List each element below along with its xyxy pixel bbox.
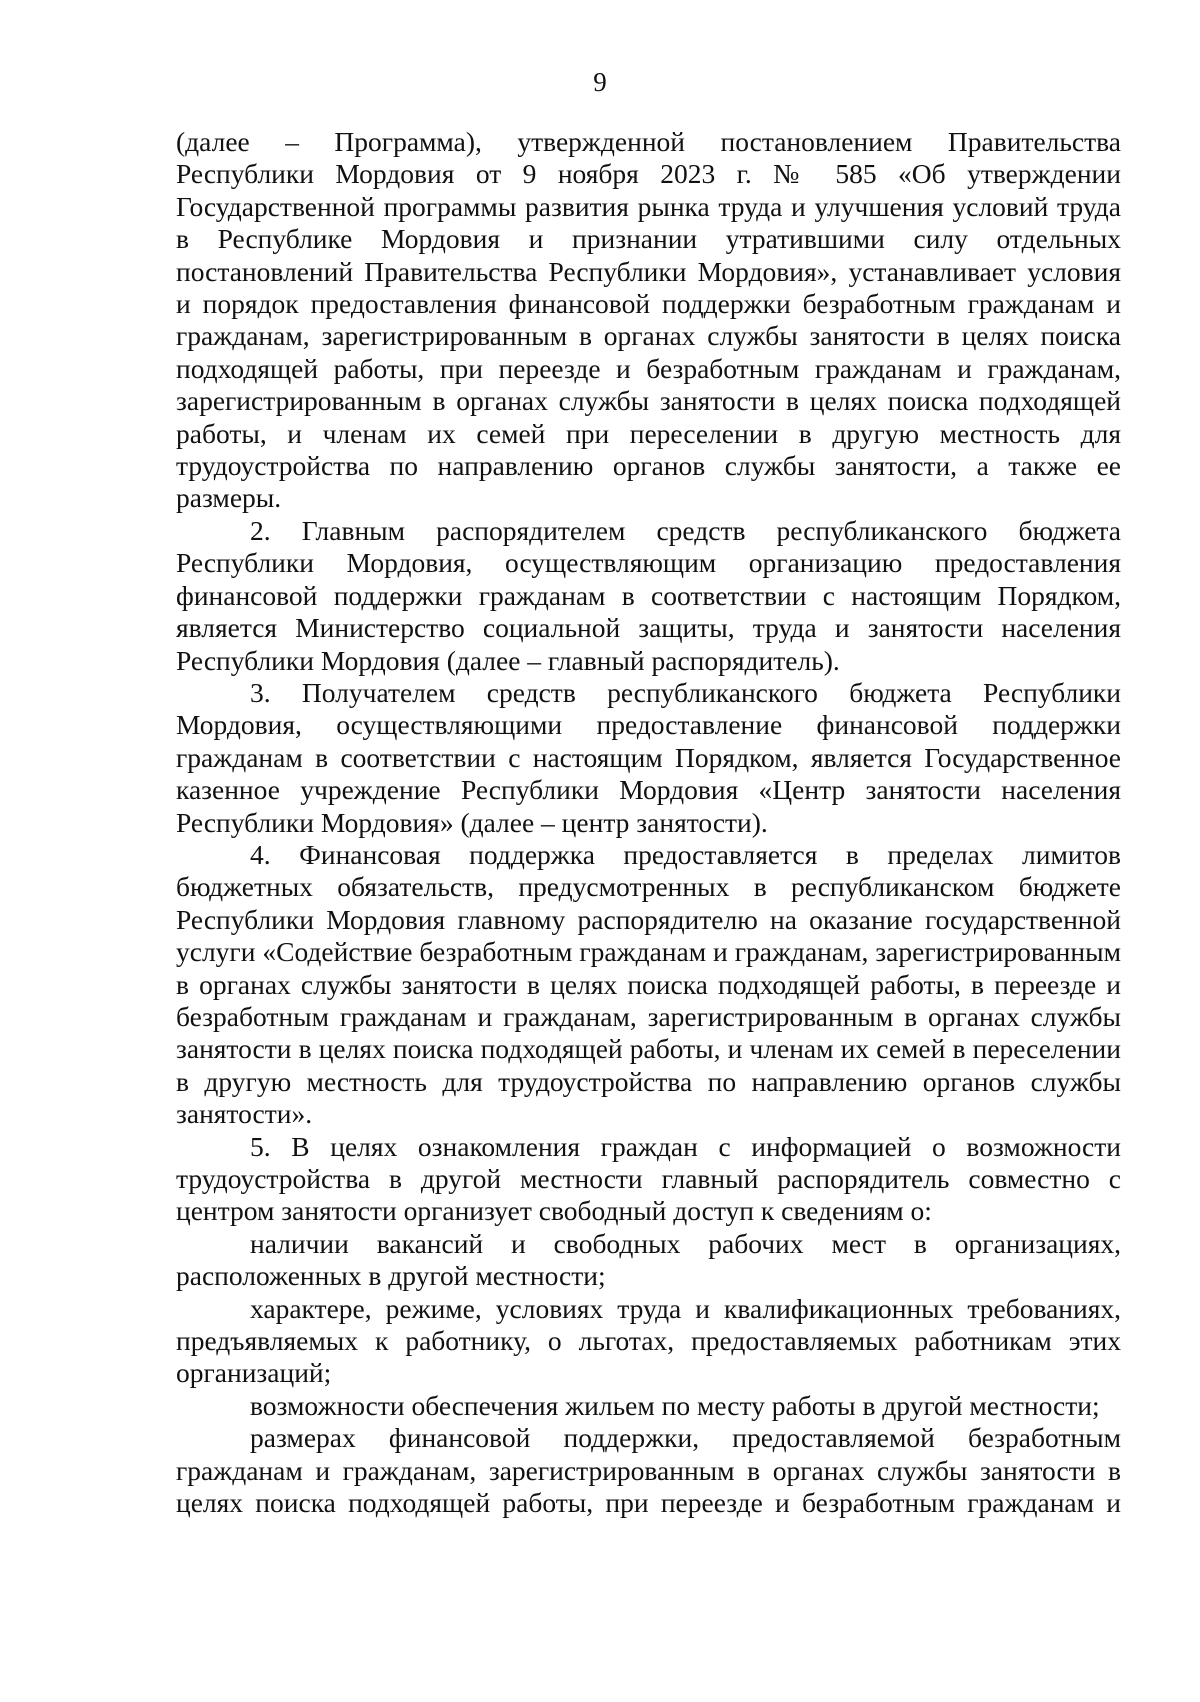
list-item-support-amounts: размерах финансовой поддержки, предоставляемой безработным гражданам и гражданам, зарегистрированным в органах службы занятости в целях поиска подходящей работы, при переезде и безработным гражданам и bbox=[176, 1422, 1121, 1519]
paragraph-3-funds-recipient: 3. Получателем средств республиканского бюджета Республики Мордовия, осуществляющими предоставление финансовой поддержки гражданам в соответствии с настоящим Порядком, является Государственное казенное учреждение Республики Мордовия «Центр занятости населения Республики Мордовия» (далее – центр занятости). bbox=[176, 676, 1121, 838]
document-body bbox=[176, 126, 1121, 1519]
page-number: 9 bbox=[593, 67, 607, 97]
paragraph-5-information-access: 5. В целях ознакомления граждан с информацией о возможности трудоустройства в другой местности главный распорядитель совместно с центром занятости организует свободный доступ к сведениям о: bbox=[176, 1130, 1121, 1227]
paragraph-program-reference: (далее – Программа), утвержденной постановлением Правительства Республики Мордовия от 9 ноября 2023 г. № 585 «Об утверждении Государственной программы развития рынка труда и улучшения условий труда в Республике Мордовия и признании утратившими силу отдельных постановлений Правительства Республики Мордовия», устанавливает условия и порядок предоставления финансовой поддержки безработным гражданам и гражданам, зарегистрированным в органах службы занятости в целях поиска подходящей работы, при переезде и безработным гражданам и гражданам, зарегистрированным в органах службы занятости в целях поиска подходящей работы, и членам их семей при переселении в другую местность для трудоустройства по направлению органов службы занятости, а также ее размеры. bbox=[176, 126, 1121, 514]
list-item-vacancies: наличии вакансий и свободных рабочих мест в организациях, расположенных в другой местности; bbox=[176, 1227, 1121, 1292]
paragraph-2-main-administrator: 2. Главным распорядителем средств республиканского бюджета Республики Мордовия, осуществляющим организацию предоставления финансовой поддержки гражданам в соответствии с настоящим Порядком, является Министерство социальной защиты, труда и занятости населения Республики Мордовия (далее – главный распорядитель). bbox=[176, 514, 1121, 676]
list-item-housing: возможности обеспечения жильем по месту работы в другой местности; bbox=[250, 1389, 1100, 1421]
list-item-working-conditions: характере, режиме, условиях труда и квалификационных требованиях, предъявляемых к работнику, о льготах, предоставляемых работникам этих организаций; bbox=[176, 1292, 1121, 1389]
paragraph-4-financial-support: 4. Финансовая поддержка предоставляется в пределах лимитов бюджетных обязательств, предусмотренных в республиканском бюджете Республики Мордовия главному распорядителю на оказание государственной услуги «Содействие безработным гражданам и гражданам, зарегистрированным в органах службы занятости в целях поиска подходящей работы, в переезде и безработным гражданам и гражданам, зарегистрированным в органах службы занятости в целях поиска подходящей работы, и членам их семей в переселении в другую местность для трудоустройства по направлению органов службы занятости». bbox=[176, 838, 1121, 1130]
